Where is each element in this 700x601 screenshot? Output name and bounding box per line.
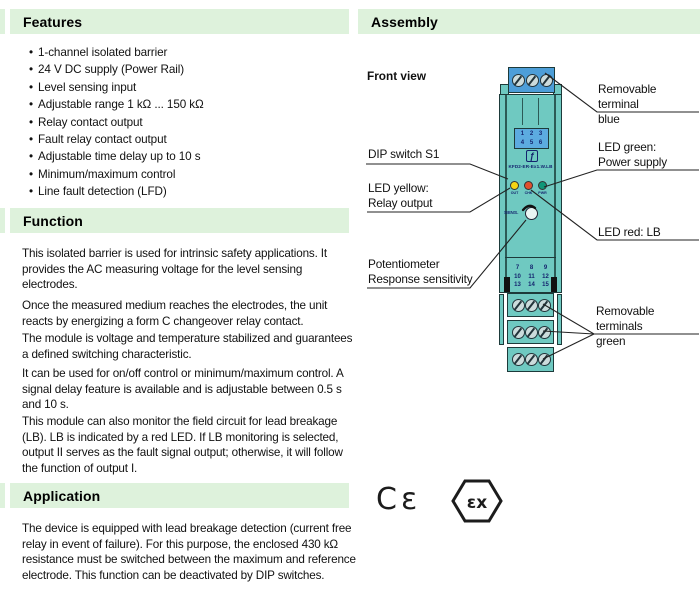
feature-item: • Level sensing input [29,79,344,96]
led-label: OUT [510,191,519,195]
callout-text: blue [598,112,620,126]
terminal-numbers-row [510,273,553,282]
callout-led-yellow [368,181,432,211]
terminal-number: 6 [538,139,543,146]
led-red-group [522,181,535,195]
atex-ex-mark [451,478,503,524]
terminal-number: 8 [529,265,534,271]
terminal-screw-icon [540,74,553,87]
terminal-number: 5 [529,139,534,146]
terminal-number: 3 [538,130,543,137]
led-green-leader-line [544,170,699,187]
feature-item: • 24 V DC supply (Power Rail) [29,61,344,78]
callout-removable-terminals-green [596,304,700,349]
removable-terminal-blue [508,67,555,93]
led-label: CHK [524,191,533,195]
terminal-screw-icon [525,326,538,339]
application-bar-edge [0,483,5,508]
callout-text: Removable terminal [598,82,657,111]
callout-dip-switch [368,147,439,162]
terminal-screw-icon [525,353,538,366]
housing-groove [522,98,523,125]
terminal-number: 12 [542,273,549,280]
led-yellow-group [508,181,521,195]
housing-groove [538,98,539,125]
assembly-heading-bar [358,9,700,34]
atex-ex-text: εx [466,493,488,513]
application-title: Application [23,487,101,504]
callout-text: Power supply [598,155,668,169]
function-paragraph: It can be used for on/off control or minimum/maximum control. A signal delay feature is available and is adjustable between 0.5 s and 10 s. [22,367,343,412]
callout-potentiometer [368,257,473,287]
mounting-clip [504,277,510,292]
dip-switch-leader-line [366,164,508,179]
mounting-clip [551,277,557,292]
function-bar-edge [0,208,5,233]
terminal-number: 1 [520,130,525,137]
terminal-number: 7 [515,265,520,271]
feature-item: • Adjustable time delay up to 10 s [29,148,344,165]
housing-divider [505,257,556,258]
terminal-screw-icon [512,74,525,87]
callout-removable-terminal-blue [598,82,700,127]
features-heading-bar [10,9,349,34]
feature-item: • 1-channel isolated barrier [29,44,344,61]
removable-terminal-green-2 [507,320,554,344]
led-row [508,181,549,195]
feature-item: • Relay contact output [29,114,344,131]
housing-rail [554,95,556,292]
led-red-icon [524,181,533,190]
application-paragraph: The device is equipped with lead breakage detection (current free relay in event of failure). For this purpose, the enclosed 430 kΩ resistance must be switched between the maximum and reference electrode. This function can be deactivated by DIP switches. [22,522,356,583]
terminal-screw-icon [512,299,525,312]
function-paragraph: Once the measured medium reaches the electrodes, the unit reacts by energizing a form C changeover relay contact. [22,299,328,328]
terminal-number: 4 [520,139,525,146]
terminal-screw-icon [512,353,525,366]
device-body [499,94,562,293]
terminal-number: 13 [514,282,521,289]
housing-rail [557,294,562,345]
terminal-screw-icon [538,326,551,339]
feature-item: • Line fault detection (LFD) [29,183,344,200]
led-green-icon [538,181,547,190]
features-title: Features [23,13,83,30]
callout-text: LED green: [598,140,657,154]
assembly-title: Assembly [371,13,438,30]
terminal-number-plate-bottom [510,264,553,290]
product-label: KFD2-ER-Ex1.W.LB [508,164,553,169]
pf-logo-glyph: ƒ [529,151,535,161]
callout-text: DIP switch S1 [368,147,440,161]
terminal-screw-icon [526,74,539,87]
led-green-group [536,181,549,195]
feature-item: • Adjustable range 1 kΩ ... 150 kΩ [29,96,344,113]
callout-text: green [596,334,626,348]
terminal-screw-icon [525,299,538,312]
housing-rail [505,95,507,292]
housing-rail [499,294,504,345]
pf-logo-icon [526,150,538,162]
function-paragraph: This isolated barrier is used for intrinsic safety applications. It provides the AC measuring voltage for the level sensing electrodes. [22,247,327,292]
terminal-screw-icon [512,326,525,339]
terminal-number: 9 [543,265,548,271]
callout-text: LED yellow: [368,181,429,195]
led-yellow-icon [510,181,519,190]
terminal-numbers-row [510,264,553,273]
callout-led-red [598,225,661,240]
function-paragraph: This module can also monitor the field circuit for lead breakage (LB). LB is indicated by a red LED. If LB monitoring is selected, output II serves as the fault signal output; otherwise, it will follow the function of output I. [22,415,343,476]
callout-text: Relay output [368,196,433,210]
led-label: PWR [538,191,547,195]
terminal-number: 14 [528,282,535,289]
removable-terminal-green-3 [507,347,554,372]
function-heading-bar [10,208,349,233]
sensitivity-label: SENS. [504,211,519,216]
callout-text: Potentiometer [368,257,440,271]
terminal-numbers-row [515,130,548,139]
terminal-numbers-row [515,139,548,148]
terminal-screw-icon [538,299,551,312]
callout-text: LED red: LB [598,225,661,239]
callout-text: Removable terminals [596,304,655,333]
feature-item: • Fault relay contact output [29,131,344,148]
application-heading-bar [10,483,349,508]
function-paragraph: The module is voltage and temperature stabilized and guarantees a defined switching characteristic. [22,332,353,361]
feature-item: • Minimum/maximum control [29,166,344,183]
terminal-number: 15 [542,282,549,289]
terminal-number: 11 [528,273,535,280]
terminal-number: 10 [514,273,521,280]
removable-terminal-green-1 [507,293,554,317]
features-list [29,44,344,201]
function-title: Function [23,212,83,229]
terminal-screw-icon [538,353,551,366]
callout-led-green [598,140,667,170]
potentiometer-knob [525,207,538,220]
front-view-label: Front view [367,69,426,83]
terminal-number-plate-top [514,128,549,149]
ce-mark: Cε [376,482,422,517]
callout-text: Response sensitivity [368,272,473,286]
terminal-number: 2 [529,130,534,137]
terminal-numbers-row [510,281,553,290]
features-bar-edge [0,9,5,34]
